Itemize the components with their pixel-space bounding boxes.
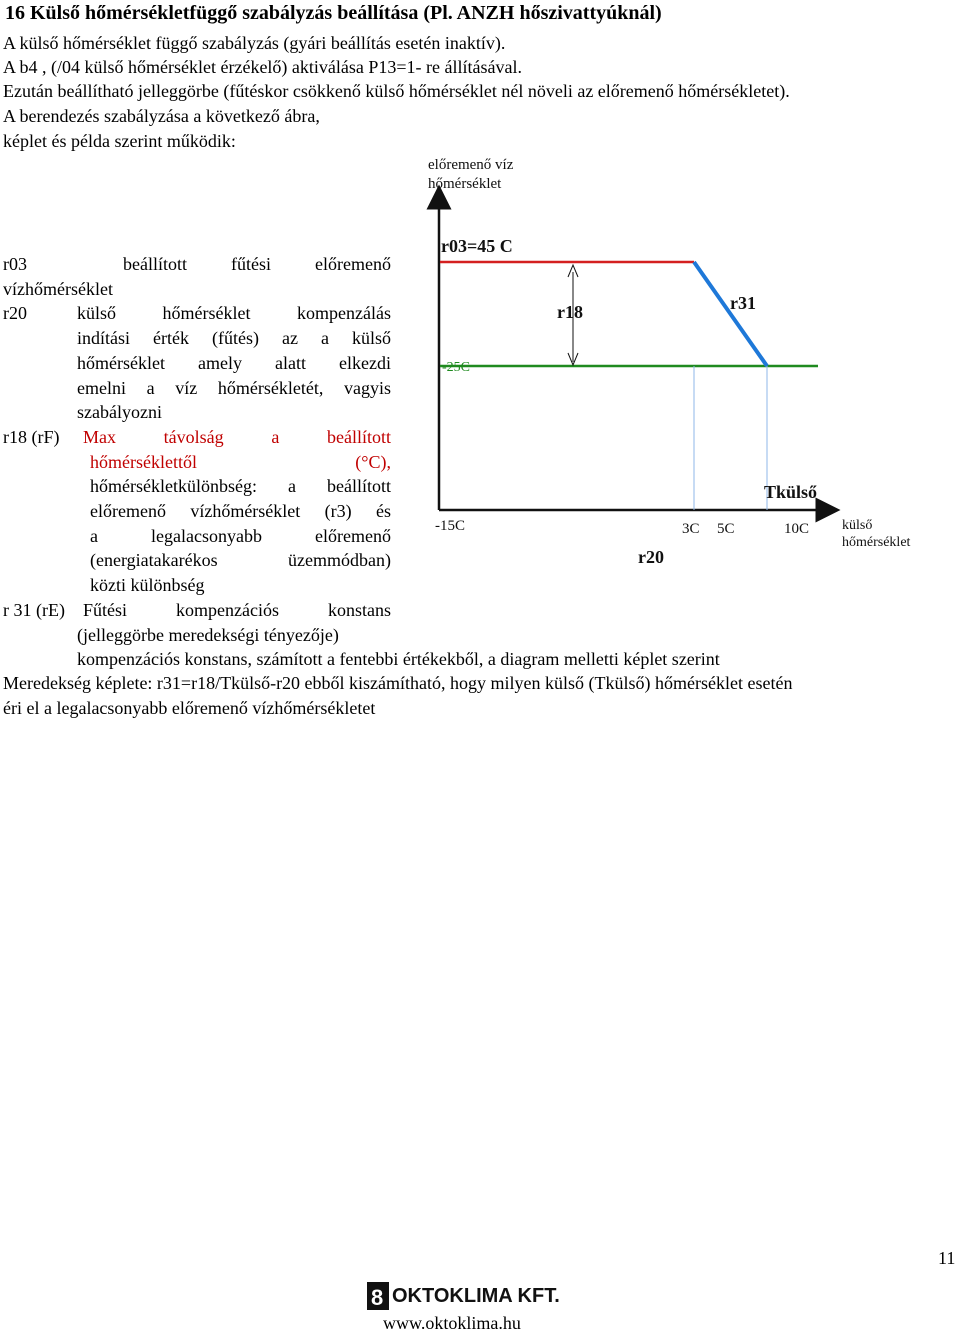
r31-label: r31 bbox=[730, 293, 756, 313]
definition-r31 bbox=[3, 598, 391, 623]
intro-line-4: A berendezés szabályzása a következő ábra, bbox=[3, 106, 320, 126]
page-number: 11 bbox=[938, 1248, 956, 1268]
r03-label: r03=45 C bbox=[441, 236, 513, 256]
definition-text: hőmérséklet amely alatt elkezdi bbox=[77, 352, 391, 373]
definition-text: hőmérséklettől (°C), bbox=[90, 451, 391, 472]
definition-text: (jelleggörbe meredekségi tényezője) bbox=[77, 624, 339, 645]
definition-key: r 31 (rE) bbox=[3, 599, 65, 620]
definition-text: külső hőmérséklet kompenzálás bbox=[77, 303, 391, 324]
r20-label: r20 bbox=[638, 547, 664, 567]
page-title: 16 Külső hőmérsékletfüggő szabályzás beállítása (Pl. ANZH hőszivattyúknál) bbox=[5, 2, 662, 24]
x-axis-label-2: hőmérséklet bbox=[842, 535, 911, 550]
heating-curve-slope bbox=[694, 262, 767, 366]
r18-label: r18 bbox=[557, 302, 583, 322]
oktoklima-logo bbox=[367, 1280, 567, 1317]
definition-text: vízhőmérséklet bbox=[3, 278, 113, 299]
formula-line-2: éri el a legalacsonyabb előremenő vízhőmérsékletet bbox=[3, 698, 376, 718]
logo-text: OKTOKLIMA KFT. bbox=[392, 1285, 560, 1307]
definition-text: Fűtési kompenzációs konstans bbox=[83, 599, 391, 620]
tkulso-label: Tkülső bbox=[764, 482, 818, 502]
low-temperature-label: -25C bbox=[442, 360, 470, 375]
footer-url: www.oktoklima.hu bbox=[383, 1313, 521, 1333]
definition-text: (energiatakarékos üzemmódban) bbox=[90, 550, 391, 571]
heating-curve-diagram bbox=[420, 125, 940, 600]
definition-text: beállított fűtési előremenő bbox=[123, 254, 391, 274]
intro-line-1: A külső hőmérséklet függő szabályzás (gyári beállítás esetén inaktív). bbox=[3, 33, 506, 53]
formula-line-1: Meredekség képlete: r31=r18/Tkülső-r20 ebből kiszámítható, hogy milyen külső (Tkülső) hőmérséklet esetén bbox=[3, 673, 793, 693]
x-axis-label-1: külső bbox=[842, 518, 873, 533]
heating-curve-svg bbox=[420, 125, 940, 600]
definition-text: előremenő vízhőmérséklet (r3) és bbox=[90, 501, 391, 522]
definition-key: r20 bbox=[3, 303, 27, 324]
y-axis-label-1: előremenő víz bbox=[428, 157, 514, 173]
definition-text: indítási érték (fűtés) az a külső bbox=[77, 328, 391, 349]
definition-text: Max távolság a beállított bbox=[83, 426, 391, 447]
definition-text: a legalacsonyabb előremenő bbox=[90, 525, 391, 546]
intro-line-5: képlet és példa szerint működik: bbox=[3, 131, 236, 151]
svg-text:8: 8 bbox=[371, 1285, 384, 1310]
intro-line-3: Ezután beállítható jelleggörbe (fűtéskor csökkenő külső hőmérséklet nél növeli az előremenő hőmérsékletet). bbox=[3, 81, 790, 101]
logo-svg bbox=[367, 1280, 567, 1312]
definition-r03 bbox=[3, 252, 391, 277]
x-min-label: -15C bbox=[435, 518, 465, 534]
definition-text: emelni a víz hőmérsékletét, vagyis bbox=[77, 377, 391, 398]
definition-text: közti különbség bbox=[90, 575, 205, 596]
y-axis-label-2: hőmérséklet bbox=[428, 176, 502, 192]
definition-r18 bbox=[3, 425, 391, 450]
x-10c-label: 10C bbox=[784, 521, 810, 537]
definition-text: szabályozni bbox=[77, 402, 162, 423]
definition-text: hőmérsékletkülönbség: a beállított bbox=[90, 476, 391, 497]
definition-text: kompenzációs konstans, számított a fentebbi értékekből, a diagram melletti képlet szerint bbox=[77, 649, 720, 670]
x-3c-label: 3C bbox=[682, 521, 700, 537]
intro-line-2: A b4 , (/04 külső hőmérséklet érzékelő) aktiválása P13=1- re állításával. bbox=[3, 57, 522, 77]
definition-key: r18 (rF) bbox=[3, 426, 60, 447]
x-5c-label: 5C bbox=[717, 521, 735, 537]
definition-r20 bbox=[3, 301, 391, 326]
definition-key: r03 bbox=[3, 254, 27, 274]
